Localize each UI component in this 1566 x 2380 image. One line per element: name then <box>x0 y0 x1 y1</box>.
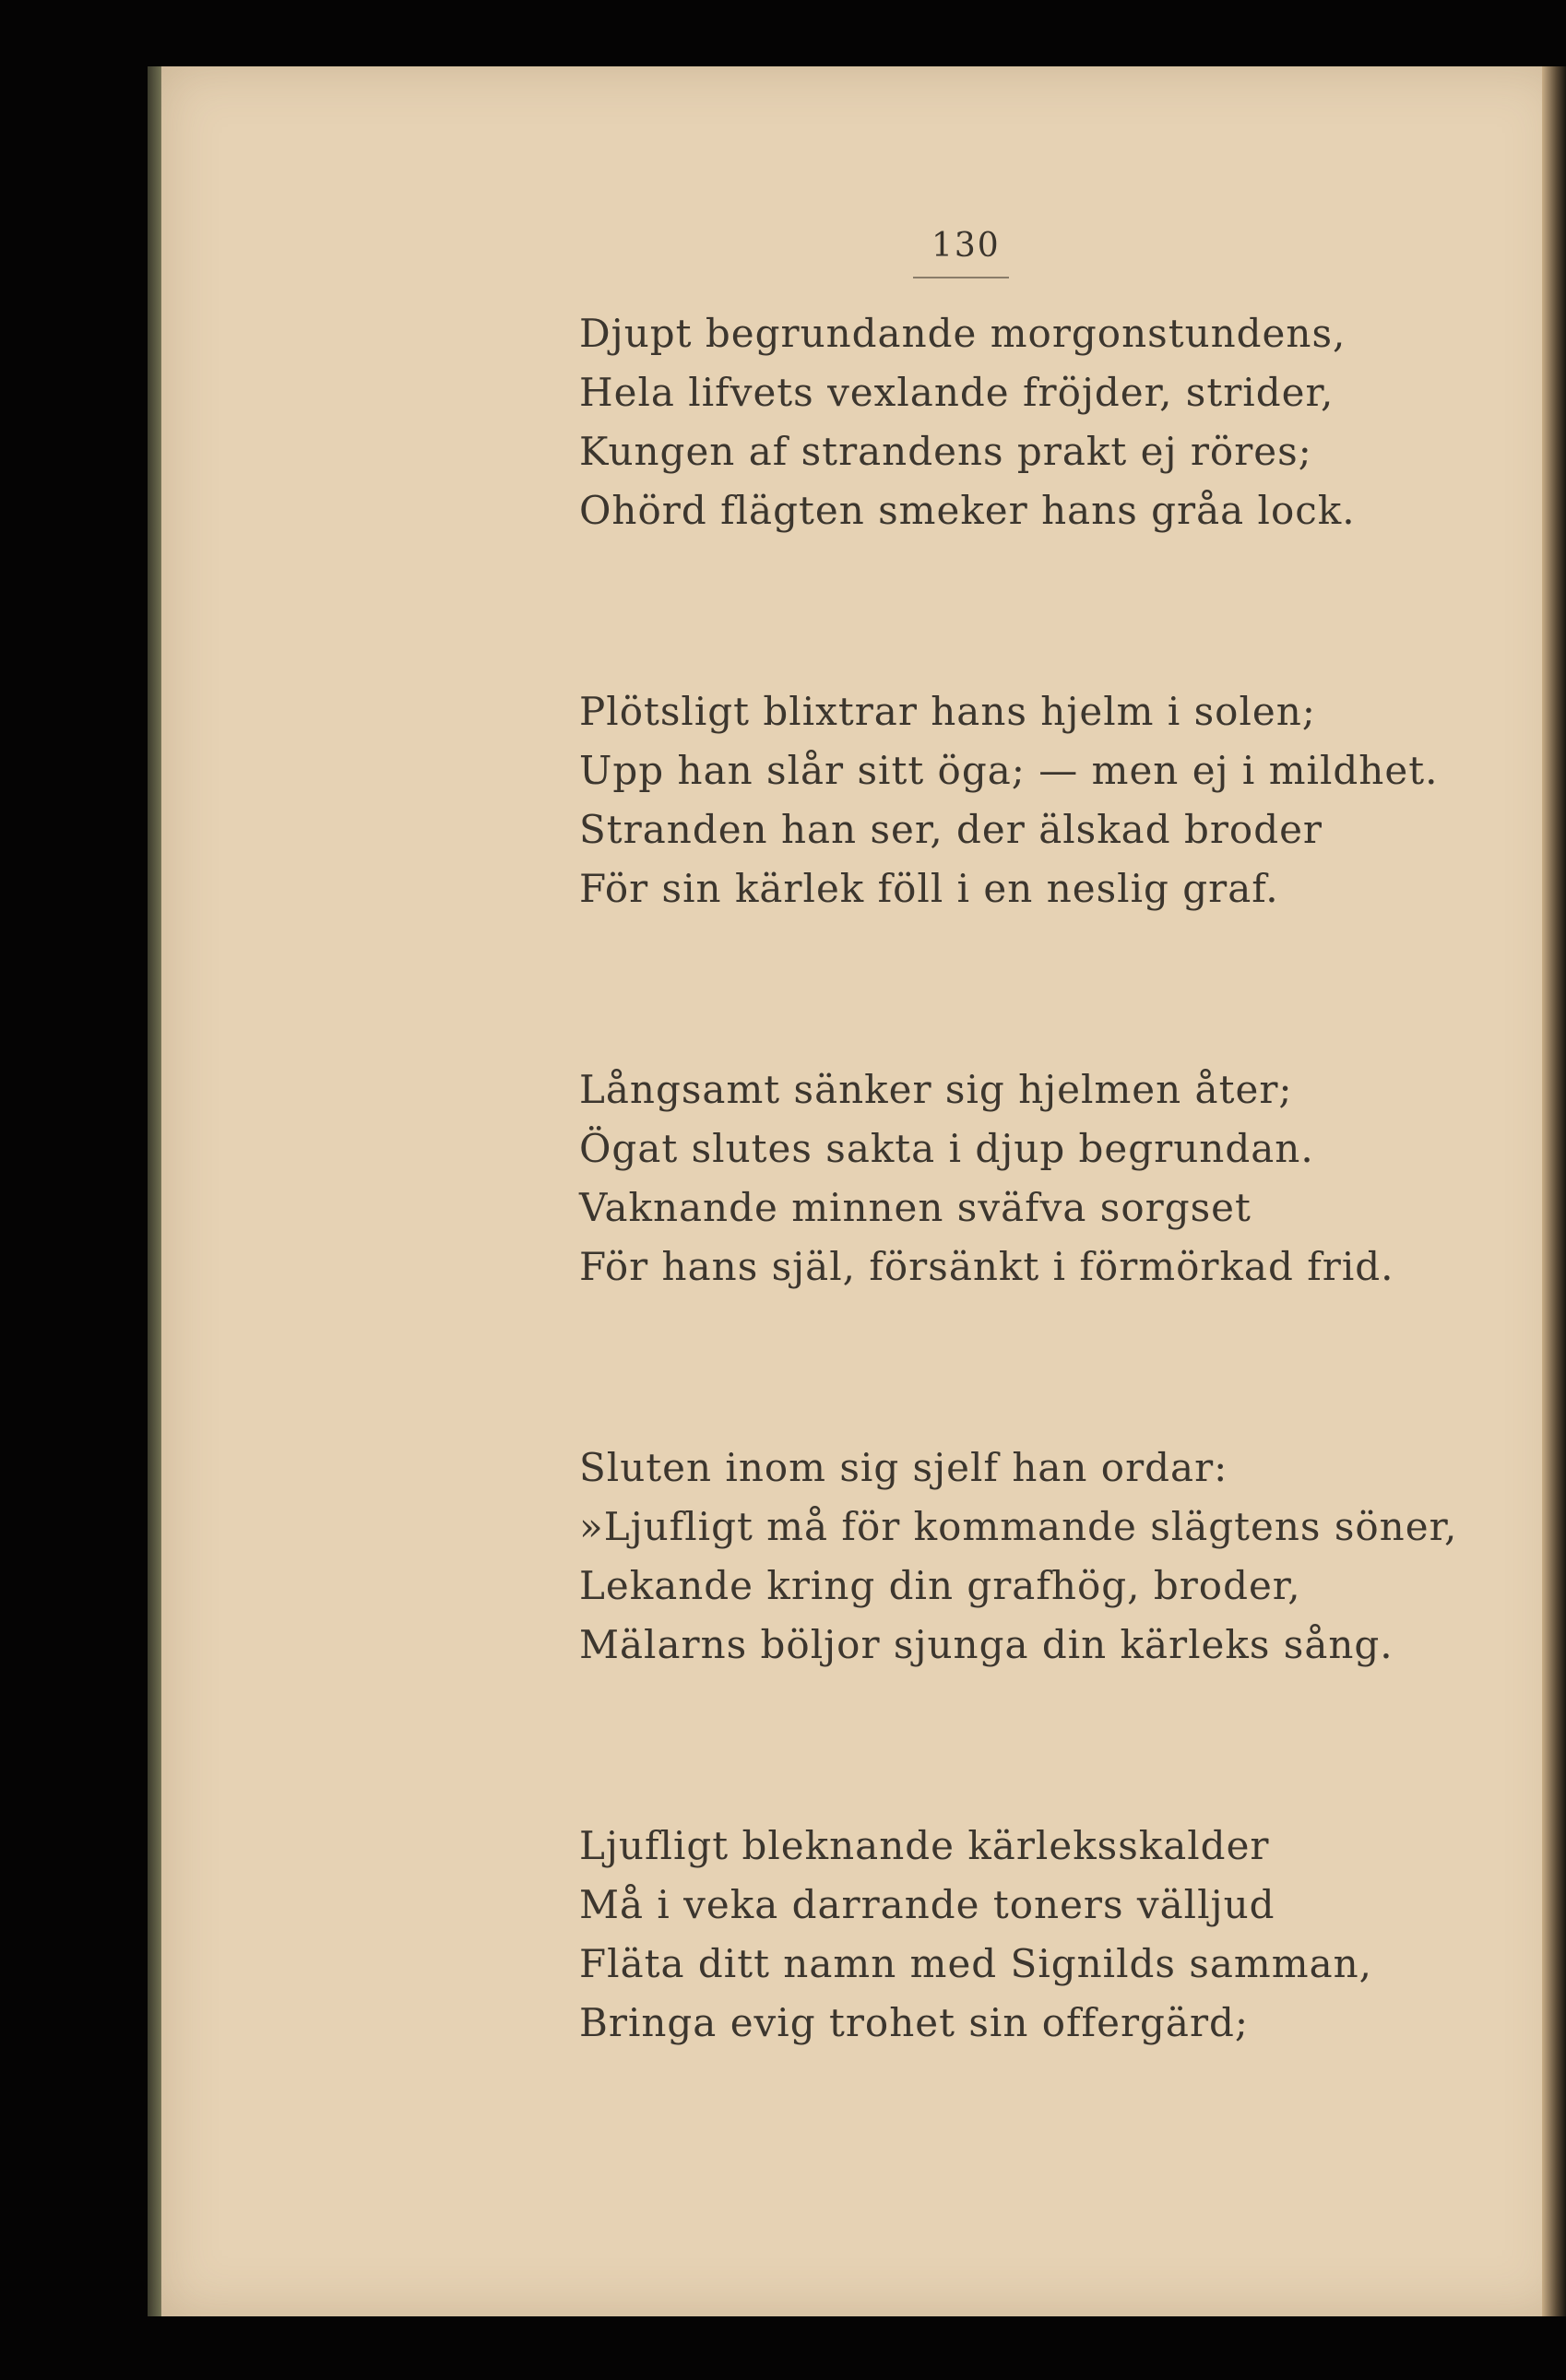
poem-line: Kungen af strandens prakt ej röres; <box>579 429 1312 474</box>
stanza-4 <box>579 1439 1520 1675</box>
poem-line: Plötsligt blixtrar hans hjelm i solen; <box>579 689 1316 734</box>
poem-line: Sluten inom sig sjelf han ordar: <box>579 1445 1228 1490</box>
poem-line: Ohörd flägten smeker hans gråa lock. <box>579 488 1356 533</box>
stanza-1 <box>579 304 1520 540</box>
poem-line: Bringa evig trohet sin offergärd; <box>579 2000 1250 2045</box>
stanza-5 <box>579 1817 1520 2053</box>
poem-line: För hans själ, försänkt i förmörkad frid. <box>579 1244 1394 1289</box>
poem-line: För sin kärlek föll i en neslig graf. <box>579 866 1279 911</box>
page-number-rule <box>913 277 1009 278</box>
poem-line: Ljufligt bleknande kärleksskalder <box>579 1823 1270 1868</box>
stanza-3 <box>579 1060 1520 1297</box>
poem-line: Upp han slår sitt öga; — men ej i mildhet. <box>579 748 1439 793</box>
poem-line: »Ljufligt må för kommande slägtens söner, <box>579 1504 1458 1549</box>
poem-line: Ögat slutes sakta i djup begrundan. <box>579 1126 1314 1171</box>
stanza-2 <box>579 682 1520 918</box>
poem-line: Stranden han ser, der älskad broder <box>579 807 1323 852</box>
poem-line: Djupt begrundande morgonstundens, <box>579 311 1347 356</box>
poem-line: Vaknande minnen sväfva sorgset <box>579 1185 1252 1230</box>
poem-line: Må i veka darrande toners välljud <box>579 1882 1275 1927</box>
poem-line: Mälarns böljor sjunga din kärleks sång. <box>579 1622 1394 1667</box>
poem-line: Långsamt sänker sig hjelmen åter; <box>579 1067 1293 1112</box>
page-right-edge <box>1542 66 1566 2316</box>
poem-line: Fläta ditt namn med Signilds samman, <box>579 1941 1373 1986</box>
poem-line: Lekande kring din grafhög, broder, <box>579 1563 1301 1608</box>
poem-line: Hela lifvets vexlande fröjder, strider, <box>579 370 1335 415</box>
page-number: 130 <box>931 227 1001 265</box>
